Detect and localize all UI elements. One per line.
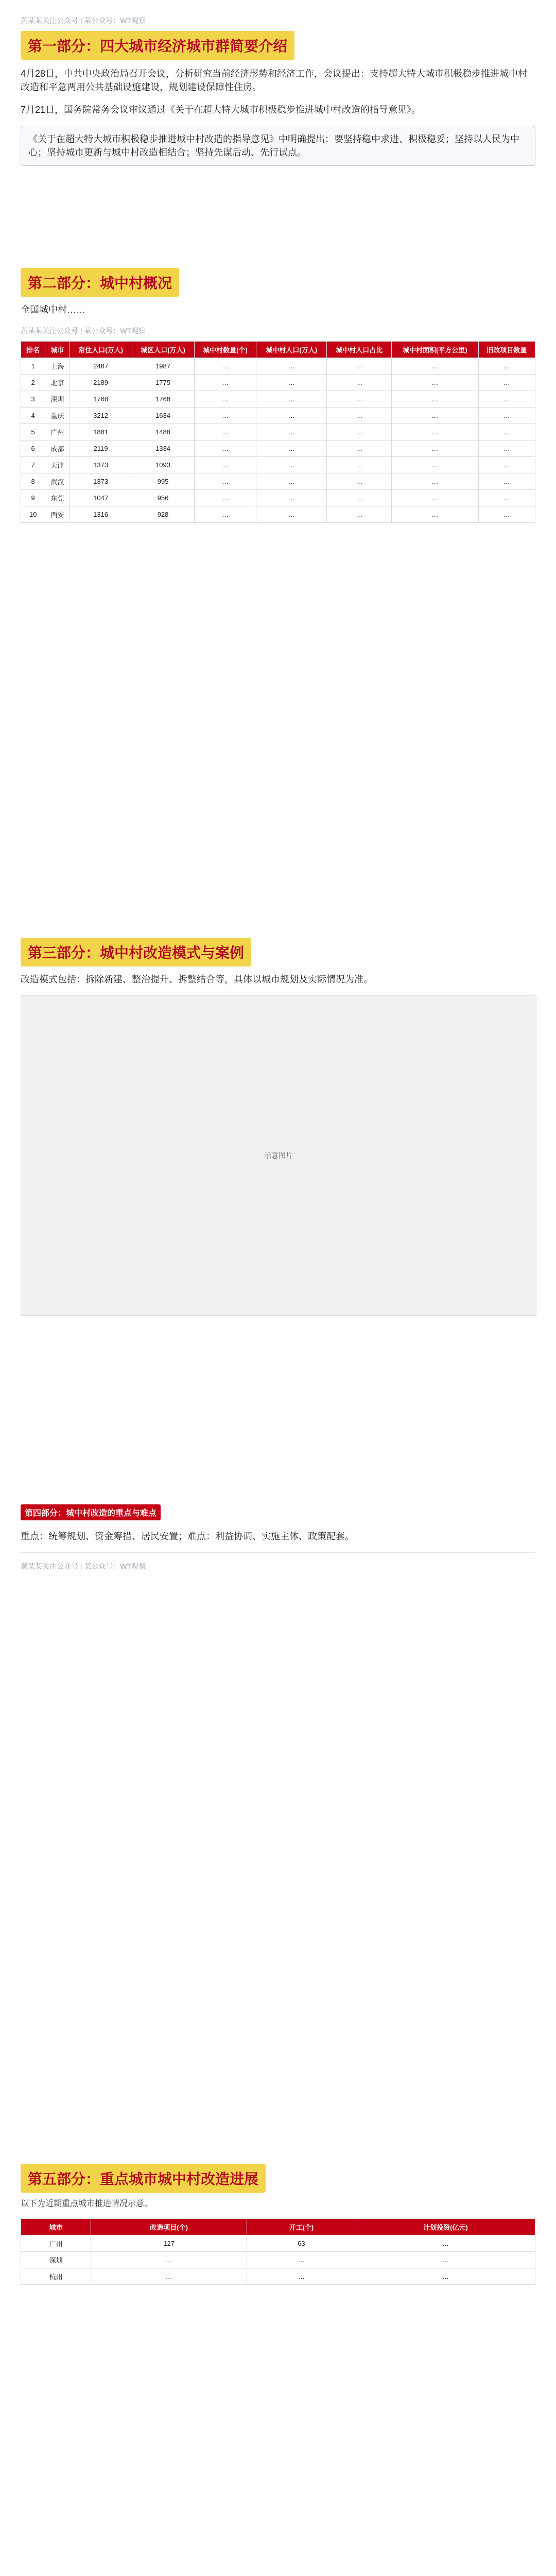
mini-table [21,2218,535,2285]
table-cell: … [194,473,256,490]
table-header: 常住人口(万人) [70,342,132,358]
table-cell: 深圳 [21,2252,91,2268]
table-cell: … [356,2268,535,2285]
section-paragraph: 改造模式包括：拆除新建、整治提升、拆整结合等，具体以城市规划及实际情况为准。 [21,974,373,985]
city-table [21,341,535,523]
table-cell: 3212 [70,408,132,424]
table-header-row [21,2219,535,2235]
table-cell: … [327,490,392,506]
table-header: 改造项目(个) [91,2219,247,2235]
section-4 [21,1504,535,1571]
table-cell: … [256,408,327,424]
table-cell: 127 [91,2235,247,2252]
table-cell: … [327,375,392,391]
table-cell: 5 [21,424,45,440]
table-cell: 3 [21,391,45,408]
table-row [21,424,535,440]
table-row [21,490,535,506]
table-cell: … [256,473,327,490]
table-cell: 深圳 [45,391,70,408]
table-cell: 重庆 [45,408,70,424]
table-row [21,473,535,490]
table-cell: 成都 [45,440,70,457]
table-cell: … [392,375,478,391]
table-cell: 6 [21,440,45,457]
watermark: 黄某某关注公众号 | 某公众号：WT观察 [21,327,146,335]
table-cell: 4 [21,408,45,424]
table-cell: … [392,440,478,457]
table-cell: … [256,506,327,523]
table-cell: 1775 [132,375,194,391]
table-cell: … [392,408,478,424]
table-header-row [21,342,535,358]
table-cell: … [478,457,535,473]
table-cell: … [91,2252,247,2268]
table-header: 开工(个) [247,2219,356,2235]
table-cell: … [194,358,256,375]
table-cell: … [478,490,535,506]
section-title: 第三部分：城中村改造模式与案例 [21,938,251,967]
table-row [21,506,535,523]
table-cell: 1373 [70,457,132,473]
quote-box [21,126,535,166]
table-cell: … [392,424,478,440]
table-cell: 杭州 [21,2268,91,2285]
table-cell: 1047 [70,490,132,506]
table-cell: 广州 [45,424,70,440]
section-title: 第一部分：四大城市经济城市群简要介绍 [21,31,294,60]
table-cell: 8 [21,473,45,490]
table-row [21,408,535,424]
table-header: 旧改项目数量 [478,342,535,358]
table-cell: … [194,457,256,473]
table-cell: … [91,2268,247,2285]
table-row [21,391,535,408]
table-cell: … [392,506,478,523]
table-cell: … [478,391,535,408]
table-cell: 1768 [132,391,194,408]
table-cell: … [392,490,478,506]
table-cell: 上海 [45,358,70,375]
section-title: 第四部分：城中村改造的重点与难点 [21,1504,161,1520]
table-row [21,2252,535,2268]
table-cell: … [327,440,392,457]
table-cell: … [194,375,256,391]
section-1 [21,15,535,166]
section-paragraph: 重点：统筹规划、资金筹措、居民安置；难点：利益协调、实施主体、政策配套。 [21,1531,354,1541]
table-cell: 1093 [132,457,194,473]
table-cell: … [247,2252,356,2268]
table-row [21,2235,535,2252]
table-cell: … [194,506,256,523]
table-cell: 1634 [132,408,194,424]
table-cell: 9 [21,490,45,506]
divider [21,1552,535,1553]
table-cell: … [478,424,535,440]
table-cell: … [256,440,327,457]
table-cell: … [327,391,392,408]
table-cell: … [256,375,327,391]
table-cell: … [392,457,478,473]
table-cell: 928 [132,506,194,523]
table-cell: 2119 [70,440,132,457]
table-cell: 北京 [45,375,70,391]
table-header: 计划投资(亿元) [356,2219,535,2235]
table-cell: … [327,506,392,523]
table-header: 城市 [21,2219,91,2235]
table-cell: 东莞 [45,490,70,506]
table-cell: … [256,391,327,408]
table-row [21,440,535,457]
table-header: 城区人口(万人) [132,342,194,358]
table-cell: 2189 [70,375,132,391]
table-cell: 1334 [132,440,194,457]
table-cell: 武汉 [45,473,70,490]
table-cell: … [327,408,392,424]
table-row [21,457,535,473]
table-cell: … [327,473,392,490]
table-cell: … [478,440,535,457]
table-cell: … [327,457,392,473]
table-cell: 西安 [45,506,70,523]
section-note: 以下为近期重点城市推进情况示意。 [21,2199,153,2208]
table-header: 城中村面积(平方公里) [392,342,478,358]
table-cell: … [356,2252,535,2268]
table-header: 城中村数量(个) [194,342,256,358]
section-paragraph: 7月21日，国务院常务会议审议通过《关于在超大特大城市积极稳步推进城中村改造的指导意见》。 [21,105,421,115]
table-cell: 天津 [45,457,70,473]
table-cell: … [478,408,535,424]
table-cell: 1881 [70,424,132,440]
table-cell: … [478,375,535,391]
table-cell: 广州 [21,2235,91,2252]
section-5 [21,2164,535,2285]
table-header: 城市 [45,342,70,358]
table-cell: … [392,473,478,490]
table-cell: 1373 [70,473,132,490]
table-cell: … [256,490,327,506]
table-header: 城中村人口占比 [327,342,392,358]
table-cell: … [194,391,256,408]
table-row [21,375,535,391]
quote-text: 《关于在超大特大城市积极稳步推进城中村改造的指导意见》中明确提出：要坚持稳中求进、积极稳妥；坚持以人民为中心；坚持城市更新与城中村改造相结合；坚持先谋后动、先行试点。 [28,134,519,158]
table-cell: … [247,2268,356,2285]
table-cell: … [327,424,392,440]
section-2 [21,268,535,523]
table-row [21,358,535,375]
table-cell: 995 [132,473,194,490]
table-cell: … [194,440,256,457]
table-cell: … [478,506,535,523]
section-lead: 全国城中村…… [21,304,85,315]
image-caption: 示意图片 [264,1151,293,1160]
table-header: 城中村人口(万人) [256,342,327,358]
table-cell: … [327,358,392,375]
table-cell: … [256,358,327,375]
table-cell: … [478,473,535,490]
table-cell: 7 [21,457,45,473]
table-header: 排名 [21,342,45,358]
table-row [21,2268,535,2285]
watermark: 黄某某关注公众号 | 某公众号：WT观察 [21,16,146,25]
document-image [21,995,536,1316]
section-paragraph: 4月28日，中共中央政治局召开会议，分析研究当前经济形势和经济工作，会议提出：支持超大特大城市积极稳步推进城中村改造和平急两用公共基础设施建设，规划建设保障性住房。 [21,69,528,93]
title-strip [21,1504,535,1520]
table-cell: … [194,408,256,424]
table-cell: 2487 [70,358,132,375]
table-cell: … [194,490,256,506]
table-cell: … [194,424,256,440]
table-cell: 1768 [70,391,132,408]
table-cell: 10 [21,506,45,523]
table-cell: 1316 [70,506,132,523]
table-cell: … [256,457,327,473]
table-cell: 1987 [132,358,194,375]
table-cell: 1488 [132,424,194,440]
table-cell: … [392,358,478,375]
section-3 [21,938,535,1316]
table-cell: 956 [132,490,194,506]
table-cell: 2 [21,375,45,391]
section-title: 第五部分：重点城市城中村改造进展 [21,2164,266,2193]
section-title: 第二部分：城中村概况 [21,268,179,297]
table-cell: … [356,2235,535,2252]
table-cell: … [392,391,478,408]
table-cell: 1 [21,358,45,375]
table-cell: … [478,358,535,375]
table-cell: … [256,424,327,440]
table-cell: 63 [247,2235,356,2252]
watermark: 黄某某关注公众号 | 某公众号：WT观察 [21,1562,146,1571]
